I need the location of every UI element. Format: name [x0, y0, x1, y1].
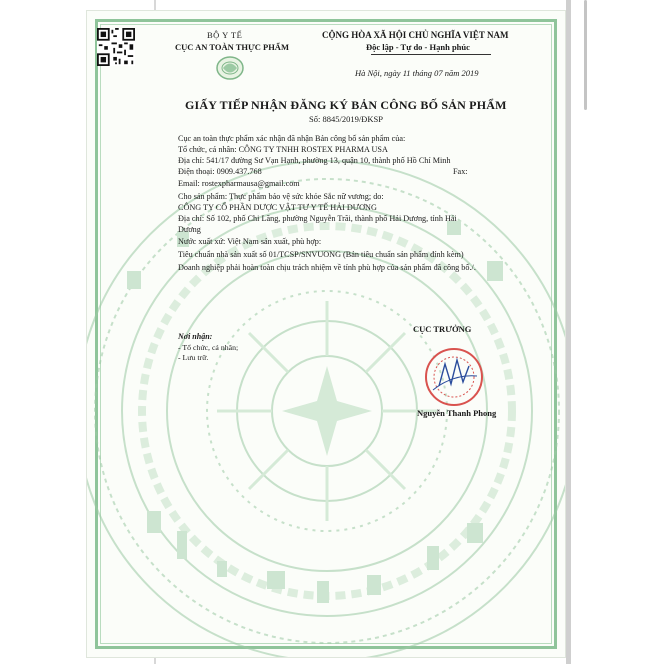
certificate-page — [86, 10, 566, 658]
body-line: Doanh nghiệp phải hoàn toàn chịu trách nhiệm về tính phù hợp của sản phẩm đã công bố./. — [178, 263, 476, 272]
ministry-name: BỘ Y TẾ — [207, 30, 243, 40]
agency-logo — [207, 55, 253, 81]
body-line: Tiêu chuẩn nhà sản xuất số 01/TCSP/SNVUONG (Bản tiêu chuẩn sản phẩm đính kèm) — [178, 250, 464, 259]
body-line: CÔNG TY CỔ PHẦN DƯỢC VẬT TƯ Y TẾ HẢI DƯƠNG — [178, 203, 377, 212]
scrollbar-thumb[interactable] — [584, 0, 587, 110]
body-line: Cục an toàn thực phẩm xác nhận đã nhận Bản công bố sản phẩm của: — [178, 134, 406, 143]
agency-name: CỤC AN TOÀN THỰC PHẨM — [175, 42, 289, 52]
issue-dateline: Hà Nội, ngày 11 tháng 07 năm 2019 — [355, 68, 479, 78]
fax-label: Fax: — [453, 167, 468, 176]
signer-position: CỤC TRƯỞNG — [413, 324, 472, 334]
red-seal-stamp — [423, 346, 485, 408]
bronze-drum-watermark — [86, 151, 566, 658]
body-line: Địa chỉ: Số 102, phố Chi Lăng, phường Nguyễn Trãi, thành phố Hải Dương, tỉnh Hải — [178, 214, 457, 223]
qr-code[interactable] — [97, 28, 135, 66]
national-motto: Độc lập - Tự do - Hạnh phúc — [366, 42, 470, 52]
body-line: Dương — [178, 225, 201, 234]
body-line: Địa chỉ: 541/17 đường Sư Vạn Hạnh, phường 13, quận 10, thành phố Hồ Chí Minh — [178, 156, 451, 165]
page-shadow-right — [566, 0, 571, 664]
signer-name: Nguyễn Thanh Phong — [417, 408, 497, 418]
body-line: Nước xuất xứ: Việt Nam sản xuất, phù hợp: — [178, 237, 322, 246]
body-line: Email: rostexpharmausa@gmail.com — [178, 179, 300, 188]
nation-title: CỘNG HÒA XÃ HỘI CHỦ NGHĨA VIỆT NAM — [322, 30, 509, 40]
recipient-item: - Tổ chức, cá nhân; — [178, 343, 239, 352]
recipient-item: - Lưu trữ. — [178, 353, 209, 362]
motto-underline — [371, 54, 491, 55]
phone-line: Điện thoại: 0909.437.768 — [178, 167, 262, 176]
body-line: Tổ chức, cá nhân: CÔNG TY TNHH ROSTEX PHARMA USA — [178, 145, 388, 154]
body-line: Cho sản phẩm: Thực phẩm bảo vệ sức khỏe Sắc nữ vương; do: — [178, 192, 384, 201]
document-title: GIẤY TIẾP NHẬN ĐĂNG KÝ BẢN CÔNG BỐ SẢN PHẨM — [185, 98, 507, 112]
recipients-heading: Nơi nhận: — [178, 332, 213, 341]
document-number: Số: 8845/2019/ĐKSP — [309, 114, 383, 124]
